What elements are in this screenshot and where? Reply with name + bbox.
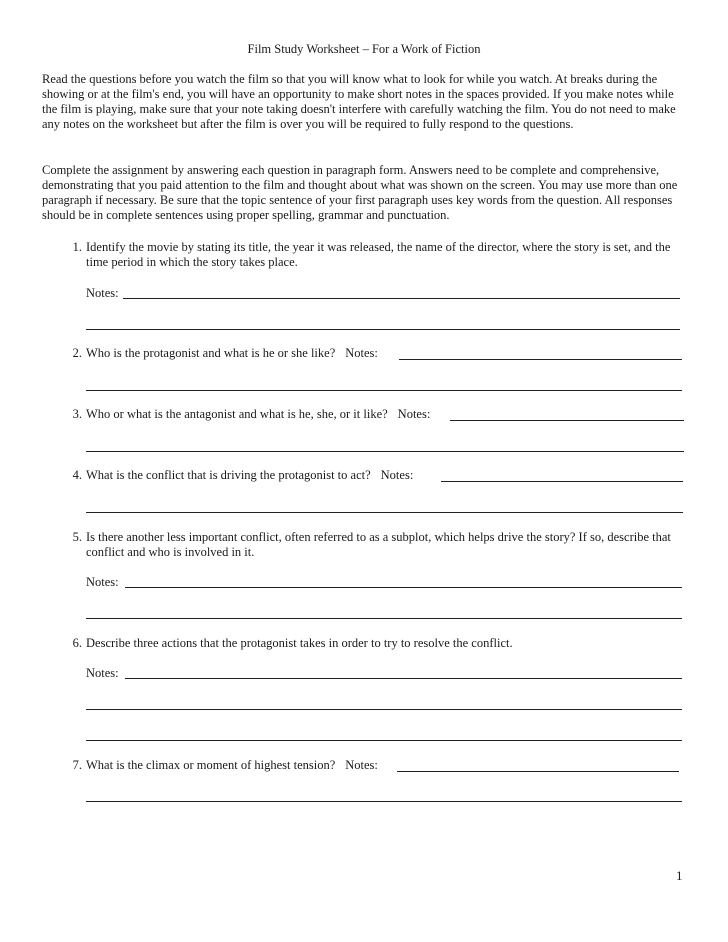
question-text: Identify the movie by stating its title, the year it was released, the name of the director, where the story is set, and the time period in which the story takes place.: [86, 240, 671, 269]
question-number: 4.: [72, 468, 82, 482]
question-text: Who is the protagonist and what is he or she like? Notes:: [86, 346, 378, 360]
question-text: Who or what is the antagonist and what is he, she, or it like? Notes:: [86, 407, 431, 421]
notes-line[interactable]: [399, 359, 682, 360]
notes-label: Notes:: [86, 286, 119, 300]
question-number: 5.: [72, 530, 82, 544]
instructions-paragraph: Read the questions before you watch the film so that you will know what to look for while you watch. At breaks during the showing or at the film's end, you will have an opportunity to make short notes in the spaces provided. If you make notes while the film is playing, make sure that your note taking doesn't interfere with carefully watching the film. You do not need to make any notes on the worksheet but after the film is over you will be required to fully respond to the questions.: [42, 72, 676, 131]
question-text: Is there another less important conflict, often referred to as a subplot, which helps drive the story? If so, describe that conflict and who is involved in it.: [86, 530, 671, 559]
notes-label: Notes:: [380, 468, 414, 482]
notes-line[interactable]: [450, 420, 684, 421]
notes-line[interactable]: [86, 618, 682, 619]
notes-label: Notes:: [345, 346, 378, 360]
page-title: Film Study Worksheet – For a Work of Fiction: [247, 42, 481, 56]
notes-line[interactable]: [86, 390, 682, 391]
notes-line[interactable]: [125, 587, 682, 588]
notes-label: Notes:: [345, 758, 378, 772]
notes-line[interactable]: [397, 771, 679, 772]
notes-line[interactable]: [86, 329, 680, 330]
notes-label: Notes:: [86, 575, 119, 589]
notes-label: Notes:: [86, 666, 119, 680]
notes-line[interactable]: [86, 451, 684, 452]
question-number: 1.: [72, 240, 82, 254]
question-text: What is the climax or moment of highest tension? Notes:: [86, 758, 378, 772]
notes-line[interactable]: [125, 678, 682, 679]
notes-line[interactable]: [123, 298, 680, 299]
question-text: Describe three actions that the protagonist takes in order to try to resolve the conflict.: [86, 636, 513, 650]
question-text: What is the conflict that is driving the protagonist to act? Notes:: [86, 468, 414, 482]
notes-label: Notes:: [397, 407, 431, 421]
question-number: 6.: [72, 636, 82, 650]
notes-line[interactable]: [86, 740, 682, 741]
notes-line[interactable]: [86, 709, 682, 710]
question-number: 2.: [72, 346, 82, 360]
question-number: 3.: [72, 407, 82, 421]
notes-line[interactable]: [86, 512, 683, 513]
page-number: 1: [676, 868, 683, 883]
instructions-paragraph: Complete the assignment by answering each question in paragraph form. Answers need to be complete and comprehensive, demonstrating that you paid attention to the film and thought about what was shown on the screen. You may use more than one paragraph if necessary. Be sure that the topic sentence of your first paragraph uses key words from the question. All responses should be in complete sentences using proper spelling, grammar and punctuation.: [42, 163, 678, 222]
question-number: 7.: [72, 758, 82, 772]
notes-line[interactable]: [86, 801, 682, 802]
notes-line[interactable]: [441, 481, 683, 482]
